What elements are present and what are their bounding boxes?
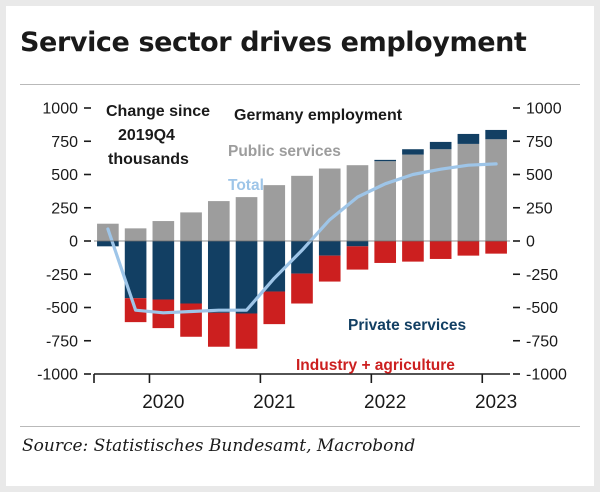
bar-segment [430, 149, 452, 241]
bar-segment [374, 241, 396, 263]
y-tick-label-right: -1000 [526, 366, 567, 384]
bar-segment [291, 274, 313, 304]
bar-segment [319, 256, 341, 282]
bar-segment [153, 221, 175, 241]
label-private-services: Private services [348, 317, 467, 334]
subtitle-line-1: Change since [106, 103, 211, 120]
chart-plot-area [6, 90, 594, 424]
bar-segment [374, 160, 396, 161]
bar-segment [485, 241, 507, 254]
bar-segment [402, 155, 424, 241]
bar-segment [208, 201, 230, 241]
y-tick-label-left: -250 [45, 266, 78, 284]
y-tick-label-right: 1000 [526, 100, 562, 118]
y-tick-label-right: 0 [526, 233, 535, 251]
bar-segment [236, 313, 258, 348]
y-tick-label-right: 750 [526, 133, 553, 151]
bar-segment [208, 313, 230, 347]
bar-segment [180, 304, 202, 337]
bar-segment [485, 130, 507, 139]
bar-segment [374, 161, 396, 241]
subtitle-line-3: thousands [108, 151, 189, 168]
y-tick-label-right: 500 [526, 167, 553, 184]
y-tick-label-left: -1000 [37, 366, 78, 384]
bar-segment [319, 241, 341, 256]
y-tick-label-right: 250 [526, 200, 553, 218]
bar-segment [97, 241, 119, 246]
label-industry-agriculture: Industry + agriculture [296, 357, 455, 374]
bar-segment [263, 241, 285, 292]
bar-segment [485, 139, 507, 241]
divider-top [20, 84, 580, 85]
y-tick-label-right: -500 [526, 300, 559, 317]
bar-segment [180, 241, 202, 304]
bar-segment [153, 241, 175, 300]
x-tick-label: 2021 [253, 392, 296, 413]
y-tick-label-left: 750 [51, 133, 78, 151]
bar-segment [458, 144, 480, 241]
x-tick-label: 2022 [364, 392, 407, 413]
divider-bottom [20, 426, 580, 427]
y-tick-label-left: 0 [69, 233, 78, 251]
bar-segment [458, 241, 480, 256]
y-tick-label-left: 500 [51, 167, 78, 184]
label-public-services: Public services [228, 143, 341, 160]
bar-segment [180, 212, 202, 241]
label-total: Total [228, 177, 264, 194]
bar-segment [347, 246, 369, 269]
bar-segment [236, 197, 258, 241]
y-tick-label-left: 250 [51, 200, 78, 218]
title-band [6, 6, 594, 78]
page-title: Service sector drives employment [20, 26, 527, 58]
x-tick-label: 2023 [474, 392, 518, 413]
source-note: Source: Statistisches Bundesamt, Macrobond [22, 436, 416, 456]
y-tick-label-left: -500 [45, 300, 78, 317]
bar-segment [291, 176, 313, 241]
bar-segment [402, 149, 424, 154]
bar-segment [263, 185, 285, 241]
bar-segment [430, 241, 452, 259]
bar-segment [263, 292, 285, 325]
subtitle-line-2: 2019Q4 [118, 127, 175, 144]
bar-segment [402, 241, 424, 262]
bar-segment [125, 228, 147, 241]
y-tick-label-left: -750 [45, 333, 78, 351]
bar-segment [208, 241, 230, 313]
x-tick-label: 2020 [142, 392, 185, 413]
y-tick-label-right: -250 [526, 266, 559, 284]
bar-segment [430, 142, 452, 149]
y-tick-label-right: -750 [526, 333, 559, 351]
bar-segment [347, 241, 369, 246]
y-tick-label-left: 1000 [42, 100, 78, 118]
bar-segment [458, 134, 480, 144]
chart-subject-label: Germany employment [234, 107, 403, 124]
employment-stacked-bar-chart [6, 90, 594, 424]
